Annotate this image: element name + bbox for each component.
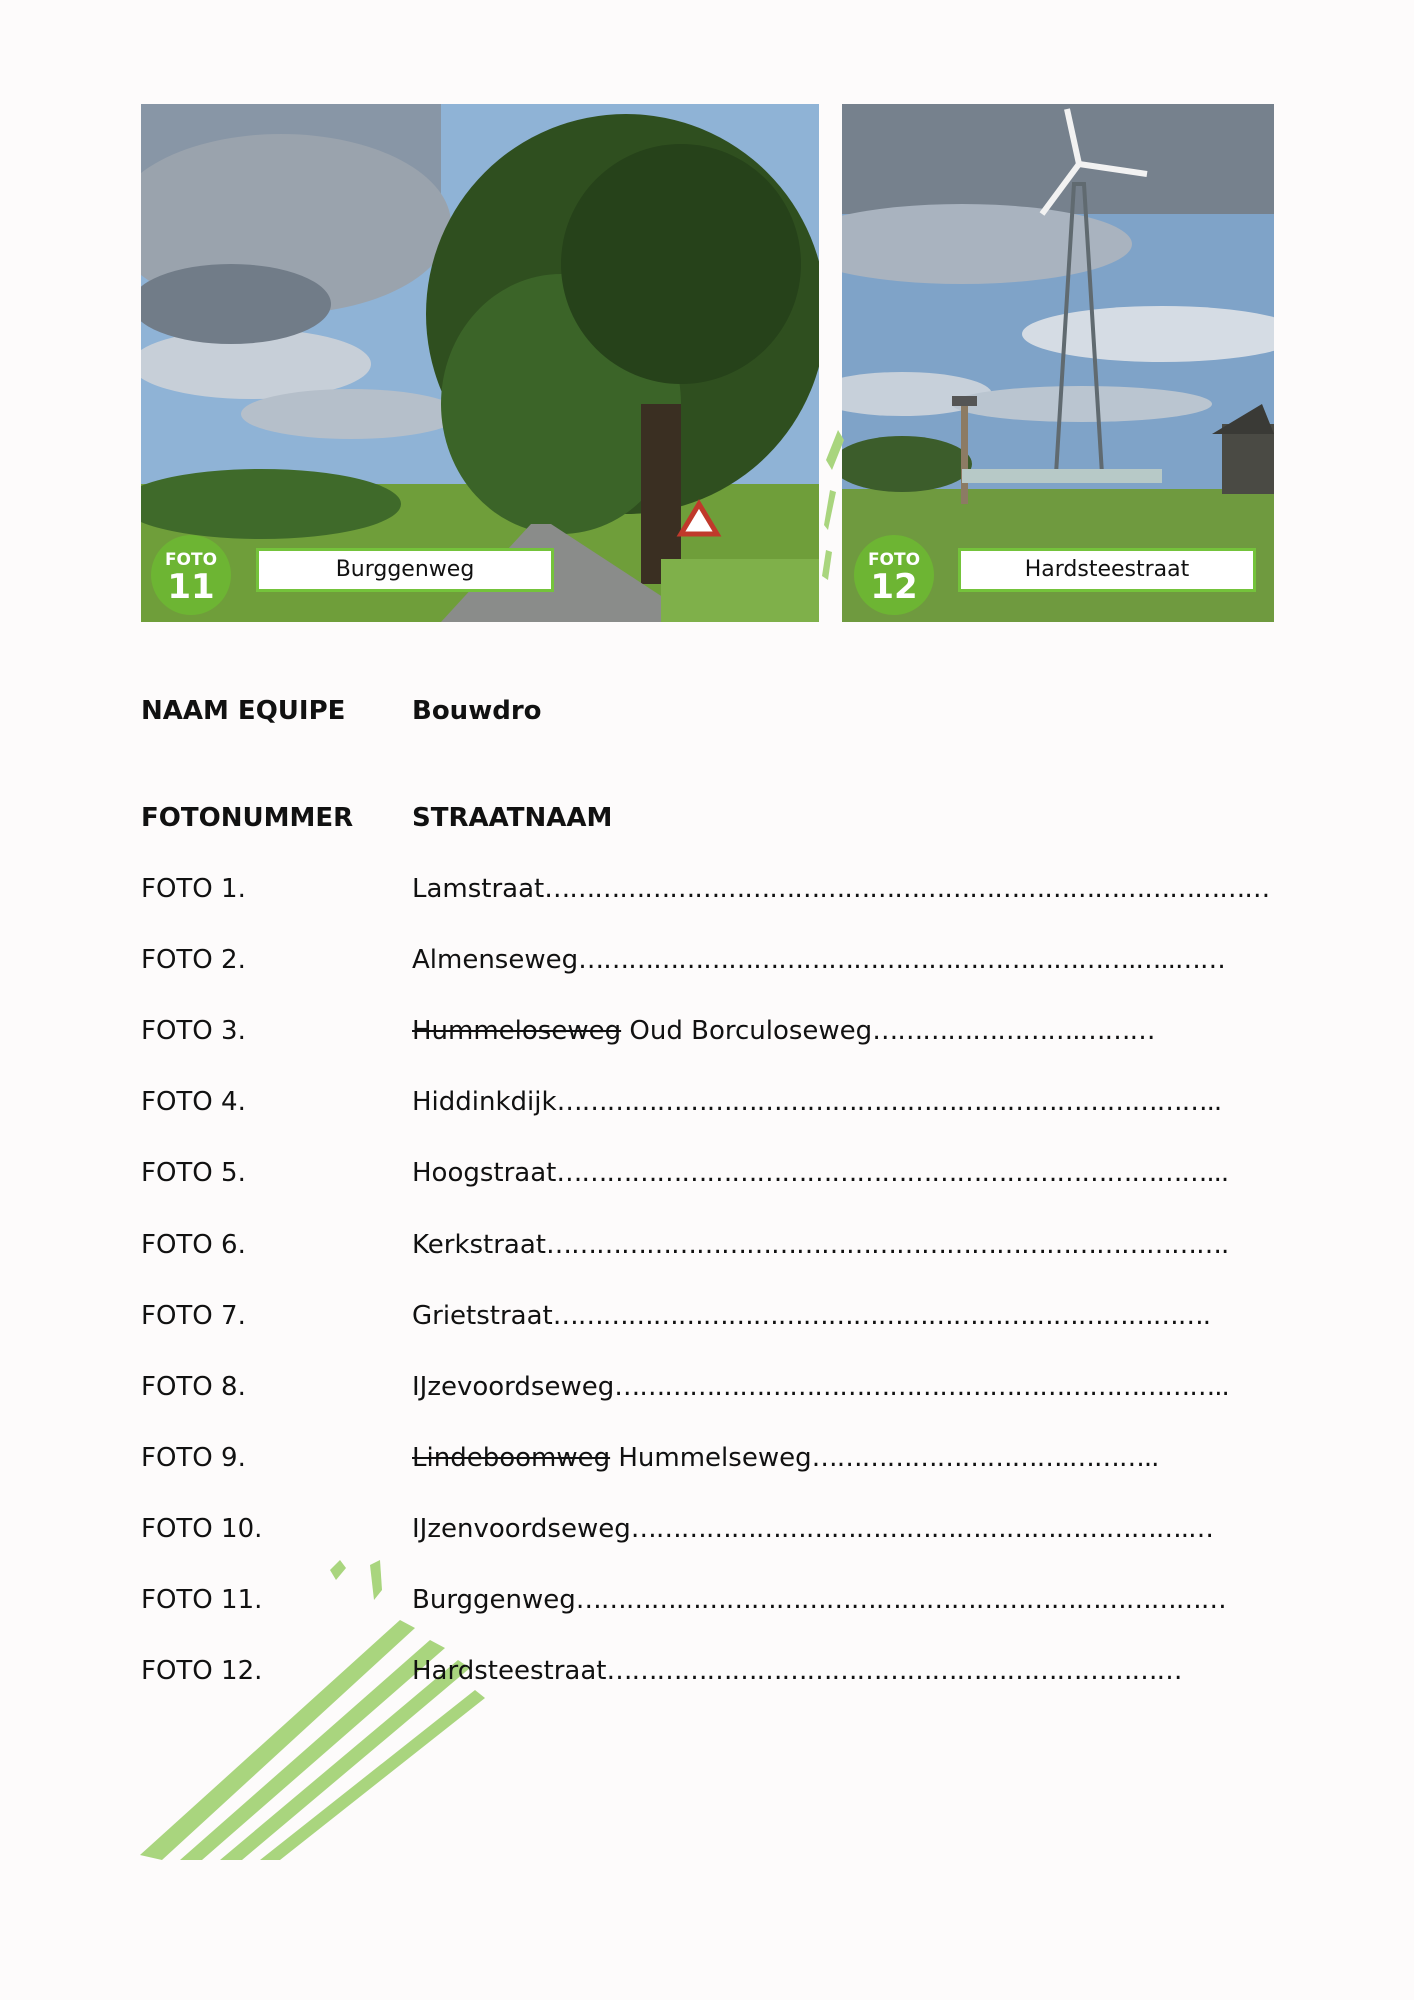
street-answer [412,874,1269,904]
dotted-line: …………………………………………………………………….. [556,1087,1222,1118]
street-name: Oud Borculoseweg [629,1016,873,1047]
street-answer [412,1158,1228,1188]
foto-badge-12 [854,535,934,615]
street-answer [412,1016,1154,1046]
photo-caption-12: Hardsteestraat [958,548,1256,592]
foto-number: FOTO 12. [141,1656,263,1687]
street-name: Lamstraat [412,874,545,904]
struck-street-name: Hummeloseweg [412,1016,622,1047]
photo-burggenweg [141,104,819,622]
foto-number: FOTO 6. [141,1229,246,1260]
street-name: Burggenweg [412,1585,576,1615]
dotted-line: …………………………………………………………………… [575,1585,1226,1615]
street-name: Hiddinkdijk [412,1087,557,1118]
street-name: Kerkstraat [412,1229,546,1260]
column-header-straatnaam: STRAATNAAM [412,803,613,833]
street-name: Hoogstraat [412,1158,557,1189]
dotted-line: ………………………………………………………….…..…… [578,945,1225,976]
team-label: NAAM EQUIPE [141,696,346,726]
street-name: Hummelseweg [618,1442,812,1473]
dotted-line: ………………………….……….. [811,1442,1159,1473]
foto-badge-label: FOTO [867,550,921,570]
foto-number: FOTO 8. [141,1371,246,1402]
street-answer [412,1372,1229,1402]
team-value: Bouwdro [412,696,542,726]
photo-caption-11: Burggenweg [256,548,554,592]
dotted-line: ………………………………………………………………………. [546,1229,1229,1260]
foto-badge-11 [151,535,231,615]
photo-burggenweg-image [141,104,819,622]
foto-badge-number: 11 [167,567,215,607]
street-answer [412,1443,1158,1473]
foto-badge-number: 12 [870,567,918,607]
dotted-line: …………………………………………………………………………… [544,874,1270,904]
street-name: Grietstraat [412,1300,553,1331]
foto-number: FOTO 9. [141,1442,246,1473]
street-answer [412,1301,1210,1331]
foto-badge-label: FOTO [164,550,218,570]
street-name: IJzevoordseweg [412,1371,615,1402]
dotted-line: ……………………………………………………………………... [556,1158,1229,1189]
dotted-line: …………………………………………………………… [606,1656,1182,1687]
dotted-line: …………………….……… [872,1016,1155,1047]
foto-number: FOTO 7. [141,1300,246,1331]
street-answer [412,1230,1228,1260]
foto-number: FOTO 4. [141,1087,246,1118]
dotted-line: ……………………………………………………………….. [614,1371,1229,1402]
street-name: Almenseweg [412,945,579,976]
street-answer [412,1656,1181,1686]
struck-street-name: Lindeboomweg [412,1442,611,1473]
foto-number: FOTO 2. [141,945,246,976]
street-answer [412,1585,1226,1615]
foto-number: FOTO 10. [141,1513,263,1544]
foto-number: FOTO 5. [141,1158,246,1189]
column-header-fotonummer: FOTONUMMER [141,803,354,833]
street-name: Hardsteestraat [412,1656,607,1687]
foto-number: FOTO 11. [141,1585,263,1615]
street-name: IJzenvoordseweg [412,1513,631,1544]
foto-number: FOTO 1. [141,874,246,904]
street-answer [412,1087,1221,1117]
foto-number: FOTO 3. [141,1016,246,1047]
dotted-line: ……………………………………………………………………. [552,1300,1211,1331]
dotted-line: ………………………………………………………….… [630,1513,1213,1544]
street-answer [412,945,1225,975]
street-answer [412,1514,1213,1544]
green-splash-decoration [820,430,844,580]
